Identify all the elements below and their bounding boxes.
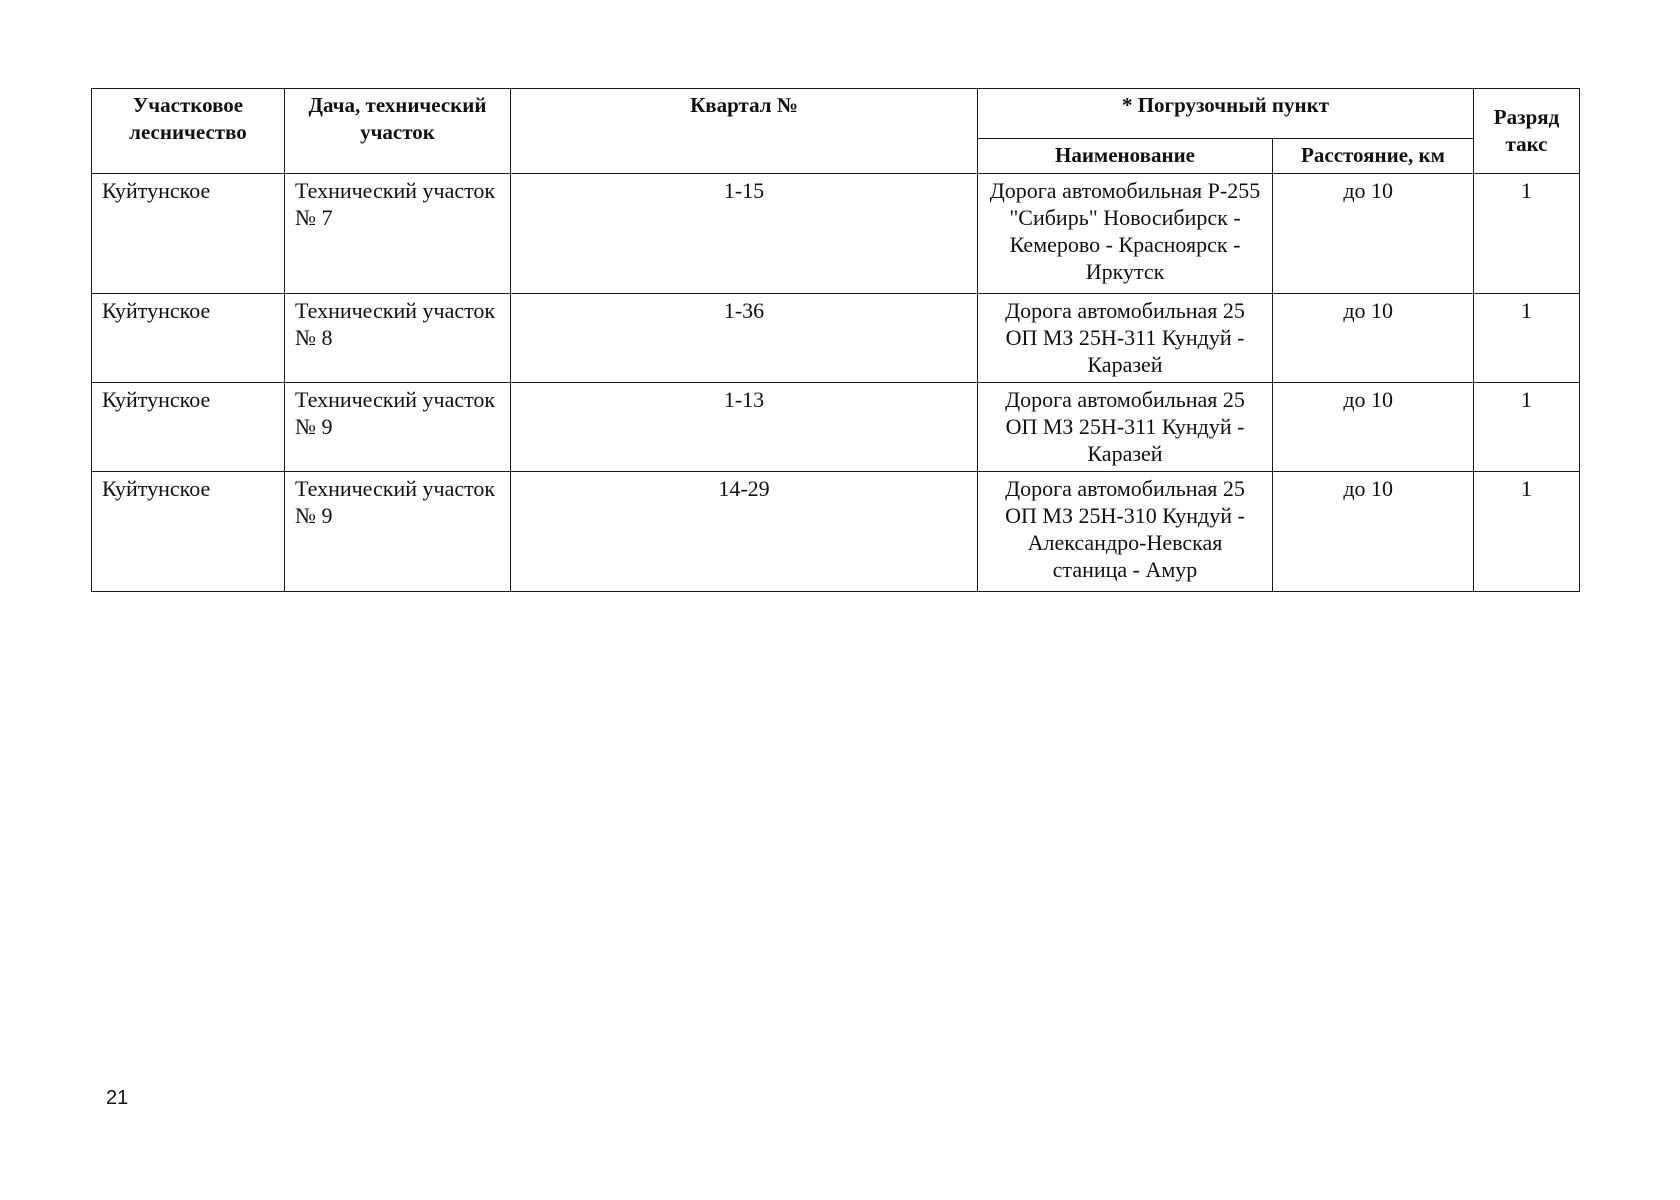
- cell-tax-rank: 1: [1474, 472, 1580, 592]
- cell-name: Дорога автомобильная 25 ОП МЗ 25Н-310 Кундуй - Александро-Невская станица - Амур: [978, 472, 1273, 592]
- cell-quarter: 1-15: [511, 174, 978, 294]
- page-number: 21: [106, 1087, 129, 1109]
- table-row: [92, 383, 1580, 472]
- cell-distance: до 10: [1273, 294, 1474, 383]
- cell-quarter: 14-29: [511, 472, 978, 592]
- cell-tax-rank: 1: [1474, 383, 1580, 472]
- header-distance: Расстояние, км: [1273, 139, 1474, 174]
- table-body: [92, 174, 1580, 592]
- table-row: [92, 472, 1580, 592]
- cell-name: Дорога автомобильная 25 ОП МЗ 25Н-311 Кундуй - Каразей: [978, 383, 1273, 472]
- header-dacha: Дача, технический участок: [285, 89, 511, 174]
- cell-district: Куйтунское: [92, 174, 285, 294]
- header-quarter: Квартал №: [511, 89, 978, 174]
- cell-name: Дорога автомобильная Р-255 "Сибирь" Новосибирск - Кемерово - Красноярск - Иркутск: [978, 174, 1273, 294]
- cell-dacha: Технический участок № 9: [285, 383, 511, 472]
- cell-distance: до 10: [1273, 472, 1474, 592]
- header-tax-rank: Разряд такс: [1474, 89, 1580, 174]
- cell-tax-rank: 1: [1474, 294, 1580, 383]
- cell-distance: до 10: [1273, 383, 1474, 472]
- cell-district: Куйтунское: [92, 294, 285, 383]
- cell-dacha: Технический участок № 8: [285, 294, 511, 383]
- cell-district: Куйтунское: [92, 383, 285, 472]
- cell-distance: до 10: [1273, 174, 1474, 294]
- table-row: [92, 174, 1580, 294]
- cell-tax-rank: 1: [1474, 174, 1580, 294]
- table-header: [92, 89, 1580, 174]
- cell-dacha: Технический участок № 7: [285, 174, 511, 294]
- header-name: Наименование: [978, 139, 1273, 174]
- cell-dacha: Технический участок № 9: [285, 472, 511, 592]
- cell-district: Куйтунское: [92, 472, 285, 592]
- table-row: [92, 294, 1580, 383]
- loading-points-table: [91, 88, 1580, 592]
- header-district: Участковое лесничество: [92, 89, 285, 174]
- cell-quarter: 1-13: [511, 383, 978, 472]
- header-loading-point: * Погрузочный пункт: [978, 89, 1474, 139]
- cell-quarter: 1-36: [511, 294, 978, 383]
- cell-name: Дорога автомобильная 25 ОП МЗ 25Н-311 Кундуй - Каразей: [978, 294, 1273, 383]
